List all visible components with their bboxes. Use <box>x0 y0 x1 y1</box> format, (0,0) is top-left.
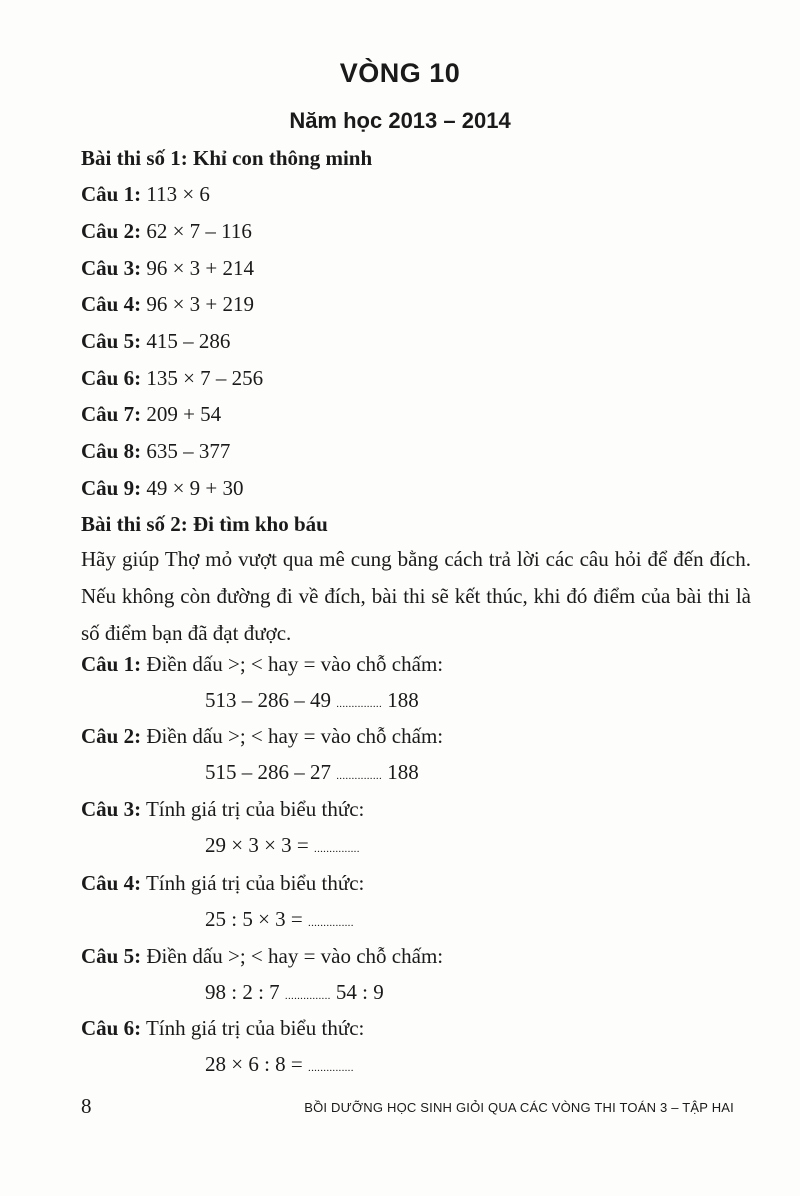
expression-left: 25 : 5 × 3 = <box>205 907 303 931</box>
question-prompt: Tính giá trị của biểu thức: <box>145 797 365 821</box>
section-2-title: Bài thi số 2: Đi tìm kho báu <box>81 512 328 536</box>
question-row <box>81 366 263 391</box>
question-expression: 415 – 286 <box>146 329 231 353</box>
question-expression-row <box>205 907 354 932</box>
question-row <box>81 871 364 896</box>
expression-right: 188 <box>387 688 419 712</box>
expression-right: 54 : 9 <box>335 980 384 1004</box>
question-label: Câu 2: <box>81 219 142 243</box>
question-label: Câu 3: <box>81 797 142 821</box>
question-prompt: Tính giá trị của biểu thức: <box>145 1016 365 1040</box>
question-row <box>81 402 221 427</box>
question-expression: 49 × 9 + 30 <box>146 476 244 500</box>
question-label: Câu 1: <box>81 652 142 676</box>
question-expression: 135 × 7 – 256 <box>146 366 264 390</box>
question-row <box>81 1016 364 1041</box>
question-label: Câu 7: <box>81 402 142 426</box>
question-row <box>81 256 254 281</box>
question-label: Câu 9: <box>81 476 142 500</box>
section-1-title: Bài thi số 1: Khỉ con thông minh <box>81 146 373 170</box>
expression-left: 29 × 3 × 3 = <box>205 833 309 857</box>
question-expression: 62 × 7 – 116 <box>146 219 252 243</box>
question-label: Câu 4: <box>81 871 142 895</box>
answer-blank[interactable]: ............... <box>336 698 382 710</box>
question-expression-row <box>205 760 419 785</box>
answer-blank[interactable]: ............... <box>314 843 360 855</box>
question-prompt: Điền dấu >; < hay = vào chỗ chấm: <box>146 652 444 676</box>
question-expression-row <box>205 688 419 713</box>
question-row <box>81 439 230 464</box>
question-row <box>81 944 443 969</box>
question-row <box>81 724 443 749</box>
answer-blank[interactable]: ............... <box>308 1062 354 1074</box>
expression-left: 28 × 6 : 8 = <box>205 1052 303 1076</box>
question-prompt: Điền dấu >; < hay = vào chỗ chấm: <box>146 944 444 968</box>
question-row <box>81 219 252 244</box>
question-row <box>81 652 443 677</box>
question-expression-row <box>205 980 384 1005</box>
answer-blank[interactable]: ............... <box>308 917 354 929</box>
answer-blank[interactable]: ............... <box>284 990 331 1002</box>
question-row <box>81 476 244 501</box>
question-label: Câu 1: <box>81 182 142 206</box>
question-prompt: Điền dấu >; < hay = vào chỗ chấm: <box>146 724 444 748</box>
question-expression: 96 × 3 + 214 <box>146 256 255 280</box>
question-expression: 635 – 377 <box>146 439 231 463</box>
question-expression-row <box>205 833 360 858</box>
expression-right: 188 <box>387 760 419 784</box>
question-row <box>81 292 254 317</box>
question-label: Câu 6: <box>81 366 142 390</box>
section-2-intro: Hãy giúp Thợ mỏ vượt qua mê cung bằng cách trả lời các câu hỏi để đến đích. Nếu không còn đường đi về đích, bài thi sẽ kết thúc, khi đó điểm của bài thi là số điểm bạn đã đạt được. <box>81 547 751 645</box>
question-prompt: Tính giá trị của biểu thức: <box>145 871 365 895</box>
answer-blank[interactable]: ............... <box>336 770 382 782</box>
question-label: Câu 5: <box>81 329 142 353</box>
question-row <box>81 182 210 207</box>
question-label: Câu 8: <box>81 439 142 463</box>
book-title: BỒI DƯỠNG HỌC SINH GIỎI QUA CÁC VÒNG THI TOÁN 3 – TẬP HAI <box>304 1100 734 1115</box>
expression-left: 98 : 2 : 7 <box>205 980 280 1004</box>
question-expression: 96 × 3 + 219 <box>146 292 255 316</box>
question-expression: 209 + 54 <box>146 402 222 426</box>
question-label: Câu 4: <box>81 292 142 316</box>
question-row <box>81 797 364 822</box>
question-label: Câu 2: <box>81 724 142 748</box>
round-title: VÒNG 10 <box>339 58 461 88</box>
page-number: 8 <box>81 1094 92 1118</box>
expression-left: 515 – 286 – 27 <box>205 760 331 784</box>
question-label: Câu 5: <box>81 944 142 968</box>
school-year: Năm học 2013 – 2014 <box>289 108 511 133</box>
question-label: Câu 3: <box>81 256 142 280</box>
question-expression: 113 × 6 <box>146 182 210 206</box>
question-row <box>81 329 230 354</box>
question-label: Câu 6: <box>81 1016 142 1040</box>
expression-left: 513 – 286 – 49 <box>205 688 331 712</box>
question-expression-row <box>205 1052 354 1077</box>
